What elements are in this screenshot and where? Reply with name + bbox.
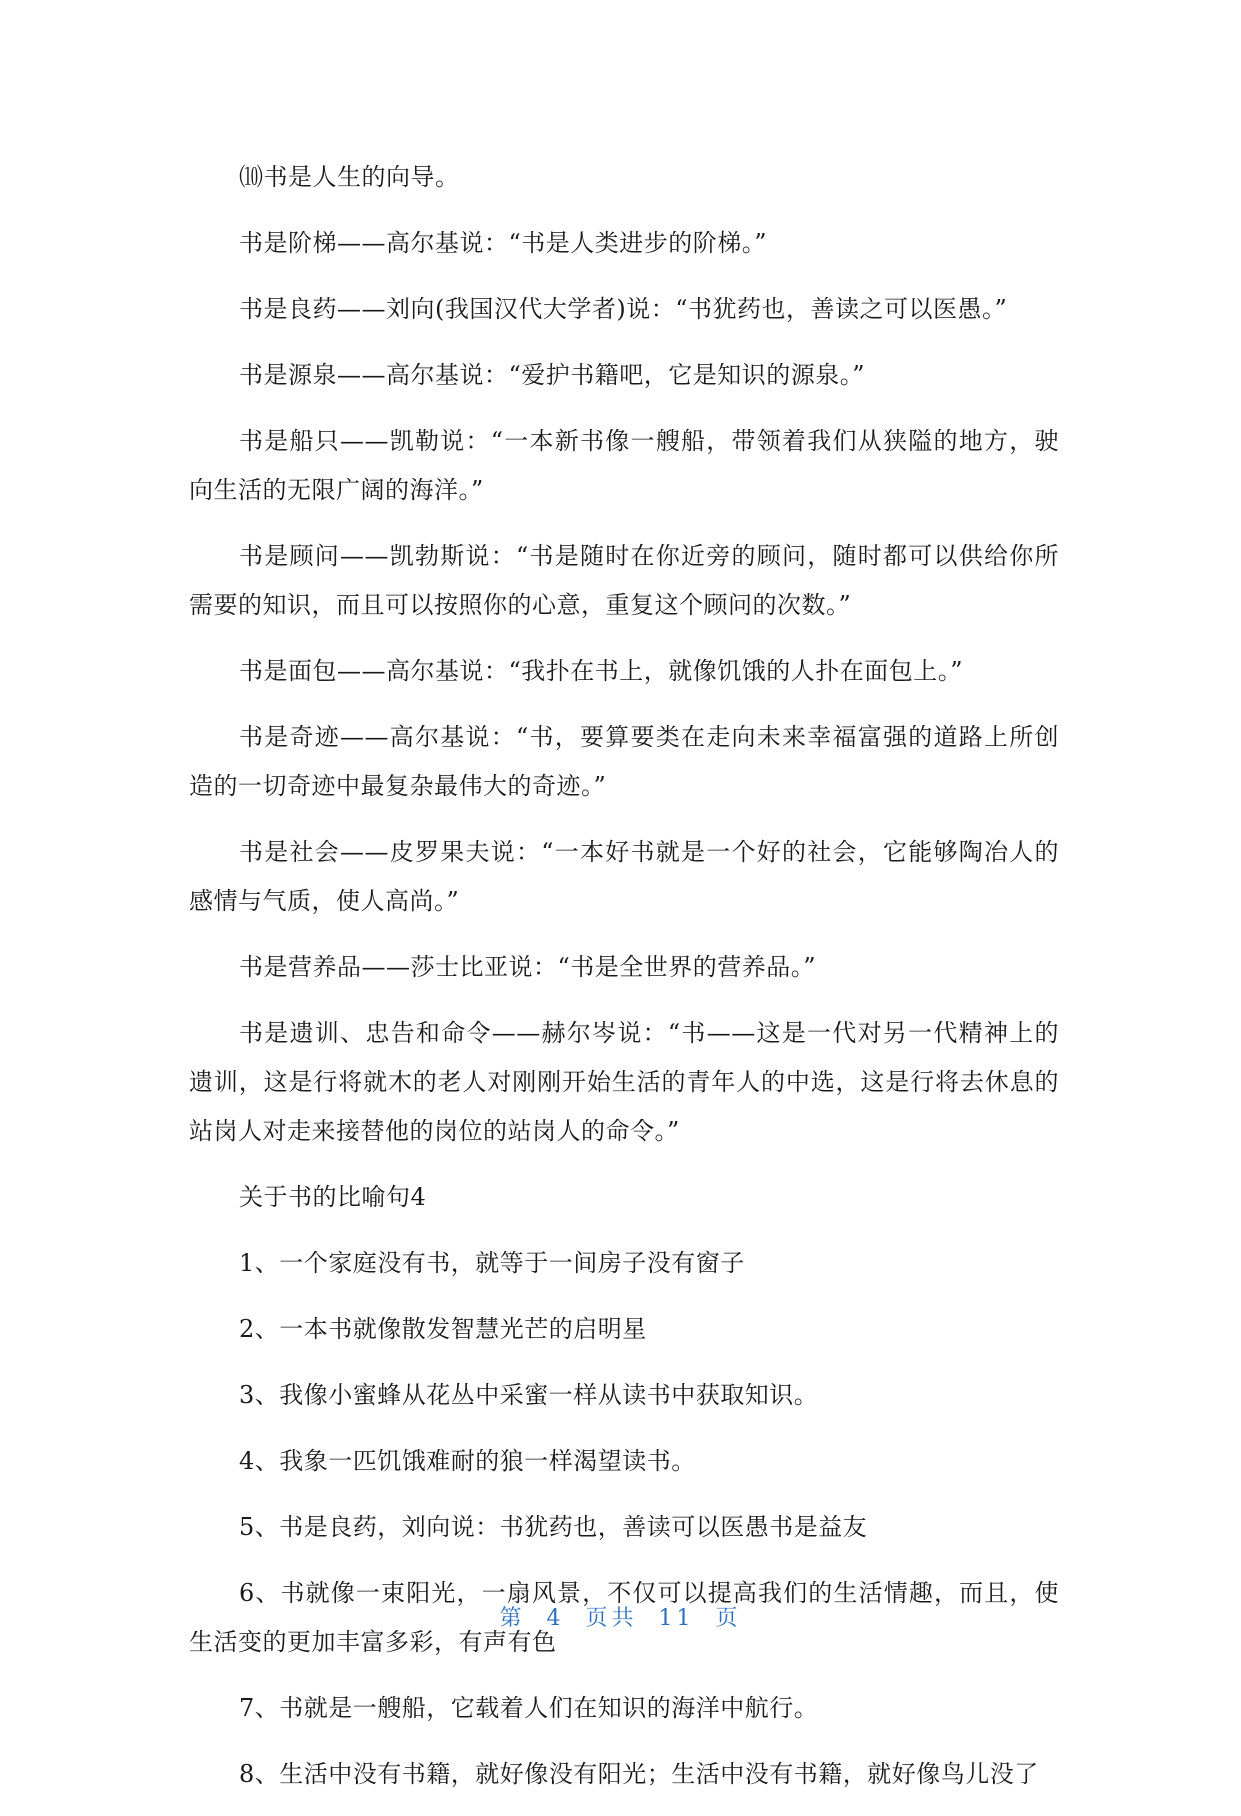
list-item: 2、一本书就像散发智慧光芒的启明星 <box>239 1315 647 1343</box>
list-item: 5、书是良药，刘向说：书犹药也，善读可以医愚书是益友 <box>239 1513 868 1541</box>
paragraph: 书是遗训、忠告和命令——赫尔岑说：“书——这是一代对另一代精神上的遗训，这是行将就木的老人对刚刚开始生活的青年人的中选，这是行将去休息的站岗人对走来接替他的岗位的站岗人的命令。” <box>189 1019 1059 1145</box>
list-item: 4、我象一匹饥饿难耐的狼一样渴望读书。 <box>239 1447 696 1475</box>
paragraph: 书是顾问——凯勃斯说：“书是随时在你近旁的顾问，随时都可以供给你所需要的知识，而且可以按照你的心意，重复这个顾问的次数。” <box>189 542 1059 619</box>
paragraph: 书是奇迹——高尔基说：“书，要算要类在走向未来幸福富强的道路上所创造的一切奇迹中最复杂最伟大的奇迹。” <box>189 723 1059 800</box>
section-heading: 关于书的比喻句4 <box>239 1183 427 1211</box>
list-item: 6、书就像一束阳光，一扇风景，不仅可以提高我们的生活情趣，而且，使生活变的更加丰富多彩，有声有色 <box>189 1579 1059 1656</box>
paragraph: ⑽书是人生的向导。 <box>239 163 460 191</box>
list-item: 8、生活中没有书籍，就好像没有阳光；生活中没有书籍，就好像鸟儿没了 <box>239 1760 1039 1788</box>
page-footer: 第 4 页共 11 页 <box>499 1606 742 1631</box>
list-item: 3、我像小蜜蜂从花丛中采蜜一样从读书中获取知识。 <box>239 1381 819 1409</box>
list-item: 1、一个家庭没有书，就等于一间房子没有窗子 <box>239 1249 745 1277</box>
paragraph: 书是源泉——高尔基说：“爱护书籍吧，它是知识的源泉。” <box>239 361 866 389</box>
paragraph: 书是社会——皮罗果夫说：“一本好书就是一个好的社会，它能够陶冶人的感情与气质，使人高尚。” <box>189 838 1059 915</box>
paragraph: 书是船只——凯勒说：“一本新书像一艘船，带领着我们从狭隘的地方，驶向生活的无限广阔的海洋。” <box>189 427 1059 504</box>
paragraph: 书是阶梯——高尔基说：“书是人类进步的阶梯。” <box>239 229 768 257</box>
paragraph: 书是面包——高尔基说：“我扑在书上，就像饥饿的人扑在面包上。” <box>239 657 964 685</box>
paragraph: 书是营养品——莎士比亚说：“书是全世界的营养品。” <box>239 953 817 981</box>
paragraph: 书是良药——刘向(我国汉代大学者)说：“书犹药也，善读之可以医愚。” <box>239 295 1008 323</box>
document-body <box>189 153 1059 1816</box>
list-item: 7、书就是一艘船，它载着人们在知识的海洋中航行。 <box>239 1694 819 1722</box>
